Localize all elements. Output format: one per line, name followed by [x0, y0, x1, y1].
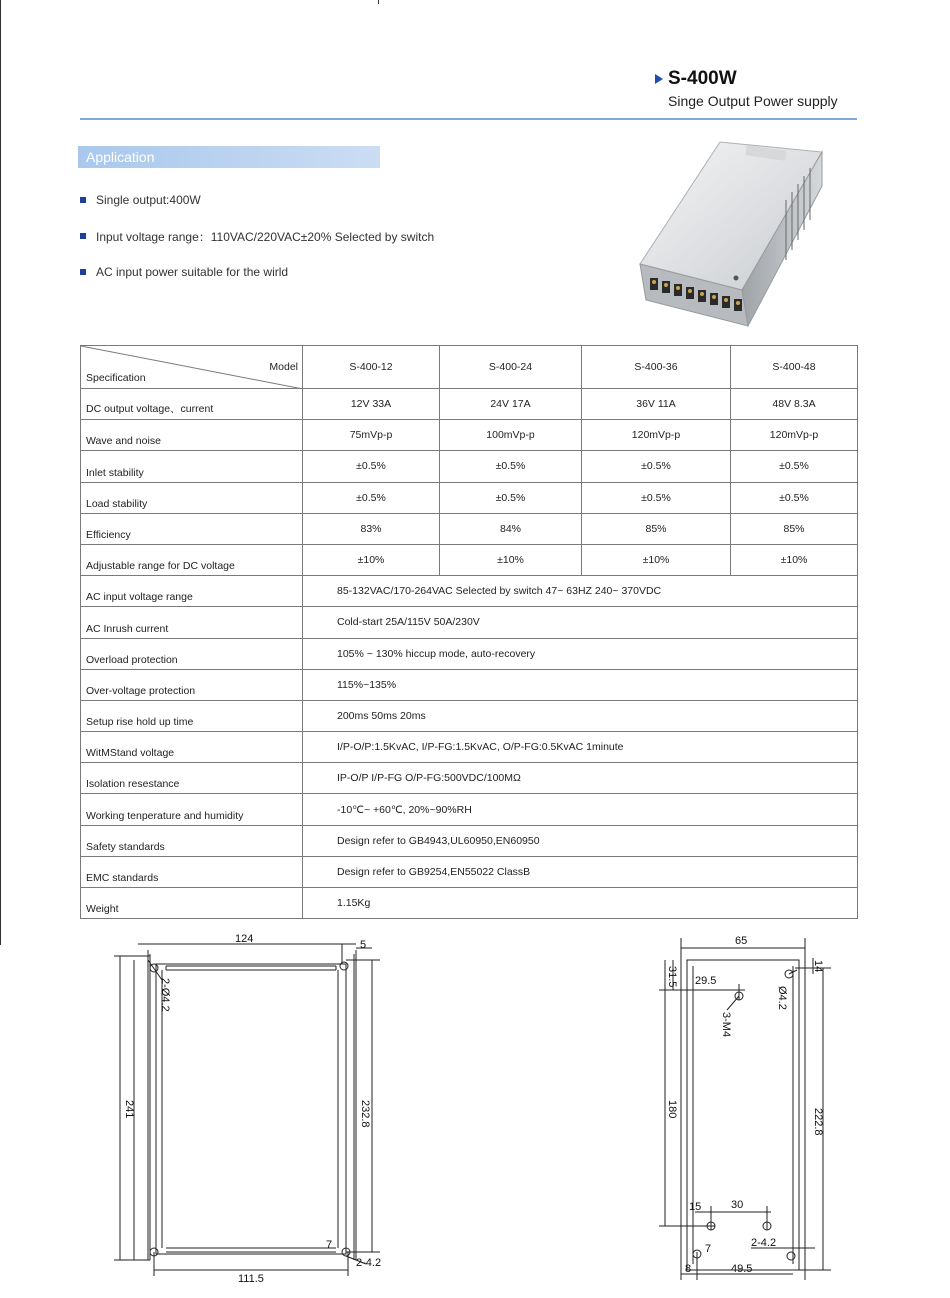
list-item: [80, 264, 434, 280]
row-label: EMC standards: [81, 856, 303, 887]
table-cell: 100mVp-p: [440, 420, 582, 451]
table-cell: Design refer to GB4943,UL60950,EN60950: [303, 825, 858, 856]
table-cell: ±10%: [582, 544, 731, 575]
table-cell: -10℃~ +60℃, 20%~90%RH: [303, 794, 858, 825]
column-header-model: S-400-12: [303, 346, 440, 389]
corner-model-label: Model: [269, 361, 298, 373]
row-label: Over-voltage protection: [81, 669, 303, 700]
frame-top-tick: [378, 0, 379, 4]
table-cell: IP-O/P I/P-FG O/P-FG:500VDC/100MΩ: [303, 763, 858, 794]
table-row: [81, 669, 858, 700]
row-label: Working tenperature and humidity: [81, 794, 303, 825]
table-row: [81, 794, 858, 825]
table-cell: 105% ~ 130% hiccup mode, auto-recovery: [303, 638, 858, 669]
application-heading: Application: [78, 146, 380, 168]
dim-small-7: 7: [705, 1243, 712, 1255]
table-cell: 85%: [731, 513, 858, 544]
list-item: [80, 228, 434, 244]
table-cell: ±0.5%: [440, 451, 582, 482]
table-row: [81, 888, 858, 919]
row-label: WitMStand voltage: [81, 732, 303, 763]
triangle-bullet-icon: [655, 74, 663, 84]
model-name: S-400W: [668, 68, 737, 89]
front-dimension-drawing: [110, 930, 400, 1290]
column-header-model: S-400-36: [582, 346, 731, 389]
dim-slot: 2-4.2: [356, 1257, 382, 1269]
dim-width-top: 124: [235, 933, 254, 945]
dim-14: 14: [812, 960, 824, 973]
row-label: Efficiency: [81, 513, 303, 544]
table-cell: ±0.5%: [582, 482, 731, 513]
square-bullet-icon: [80, 197, 86, 203]
dim-hole-d42: Ø4.2: [776, 986, 788, 1010]
table-row: [81, 732, 858, 763]
table-cell: 120mVp-p: [731, 420, 858, 451]
list-item-text: AC input power suitable for the wirld: [96, 265, 289, 279]
table-cell: ±0.5%: [582, 451, 731, 482]
table-cell: 115%~135%: [303, 669, 858, 700]
product-subtitle: Singe Output Power supply: [668, 93, 838, 109]
side-dimension-drawing: [655, 930, 845, 1290]
dim-29-5: 29.5: [695, 975, 717, 987]
table-cell: 83%: [303, 513, 440, 544]
dim-width-bottom: 111.5: [238, 1273, 264, 1285]
list-item-text: Input voltage range：110VAC/220VAC±20% Selected by switch: [96, 229, 435, 244]
column-header-model: S-400-48: [731, 346, 858, 389]
table-cell: ±0.5%: [440, 482, 582, 513]
row-label: Safety standards: [81, 825, 303, 856]
table-cell: ±0.5%: [303, 482, 440, 513]
header-divider: [80, 118, 857, 120]
row-label: Wave and noise: [81, 420, 303, 451]
table-cell: 24V 17A: [440, 389, 582, 420]
row-label: AC input voltage range: [81, 576, 303, 607]
table-cell: ±0.5%: [731, 482, 858, 513]
table-row: [81, 389, 858, 420]
table-row: [81, 825, 858, 856]
table-cell: 48V 8.3A: [731, 389, 858, 420]
frame-left-line: [0, 0, 1, 945]
specification-table: [80, 345, 858, 919]
table-row: [81, 700, 858, 731]
table-cell: 12V 33A: [303, 389, 440, 420]
dim-offset-top: 5: [360, 939, 367, 951]
table-row: [81, 482, 858, 513]
dim-8: 8: [685, 1263, 692, 1275]
table-cell: ±10%: [440, 544, 582, 575]
table-cell: 200ms 50ms 20ms: [303, 700, 858, 731]
dim-hole-diameter: 2-Ø4.2: [159, 978, 171, 1012]
table-row: [81, 763, 858, 794]
table-cell: ±0.5%: [303, 451, 440, 482]
table-cell: 120mVp-p: [582, 420, 731, 451]
table-cell: 84%: [440, 513, 582, 544]
row-label: DC output voltage、current: [81, 389, 303, 420]
square-bullet-icon: [80, 269, 86, 275]
table-header-row: [81, 346, 858, 389]
dim-height-outer: 241: [123, 1100, 135, 1119]
table-cell: ±10%: [731, 544, 858, 575]
list-item: [80, 192, 434, 208]
table-row: [81, 576, 858, 607]
table-row: [81, 856, 858, 887]
row-label: Weight: [81, 888, 303, 919]
table-cell: 1.15Kg: [303, 888, 858, 919]
table-cell: 75mVp-p: [303, 420, 440, 451]
table-row: [81, 544, 858, 575]
dim-slot: 2-4.2: [751, 1237, 777, 1249]
table-corner-cell: [81, 346, 303, 389]
row-label: Isolation resestance: [81, 763, 303, 794]
table-row: [81, 607, 858, 638]
dim-31-5: 31.5: [666, 966, 678, 988]
dim-hole-m4: 3-M4: [720, 1012, 732, 1038]
table-row: [81, 420, 858, 451]
dim-width-top: 65: [735, 935, 748, 947]
dim-height-180: 180: [666, 1100, 678, 1119]
table-cell: 36V 11A: [582, 389, 731, 420]
column-header-model: S-400-24: [440, 346, 582, 389]
table-cell: Cold-start 25A/115V 50A/230V: [303, 607, 858, 638]
product-title: [655, 68, 865, 90]
table-cell: 85-132VAC/170-264VAC Selected by switch 47~ 63HZ 240~ 370VDC: [303, 576, 858, 607]
corner-spec-label: Specification: [86, 372, 146, 384]
row-label: Adjustable range for DC voltage: [81, 544, 303, 575]
table-row: [81, 513, 858, 544]
product-title-block: [655, 68, 865, 109]
dim-49-5: 49.5: [731, 1263, 753, 1275]
dim-small-7: 7: [326, 1239, 333, 1251]
row-label: Load stability: [81, 482, 303, 513]
table-cell: Design refer to GB9254,EN55022 ClassB: [303, 856, 858, 887]
row-label: Setup rise hold up time: [81, 700, 303, 731]
row-label: AC Inrush current: [81, 607, 303, 638]
power-supply-product-image: [636, 140, 824, 336]
square-bullet-icon: [80, 233, 86, 239]
table-row: [81, 638, 858, 669]
table-row: [81, 451, 858, 482]
row-label: Inlet stability: [81, 451, 303, 482]
dim-height-222: 222.8: [812, 1108, 824, 1136]
dim-15: 15: [689, 1201, 702, 1213]
table-cell: I/P-O/P:1.5KvAC, I/P-FG:1.5KvAC, O/P-FG:0.5KvAC 1minute: [303, 732, 858, 763]
dim-height-inner: 232.8: [359, 1100, 371, 1128]
table-cell: ±10%: [303, 544, 440, 575]
table-cell: 85%: [582, 513, 731, 544]
dim-30: 30: [731, 1199, 744, 1211]
list-item-text: Single output:400W: [96, 193, 201, 207]
application-list: [80, 192, 434, 300]
row-label: Overload protection: [81, 638, 303, 669]
table-cell: ±0.5%: [731, 451, 858, 482]
